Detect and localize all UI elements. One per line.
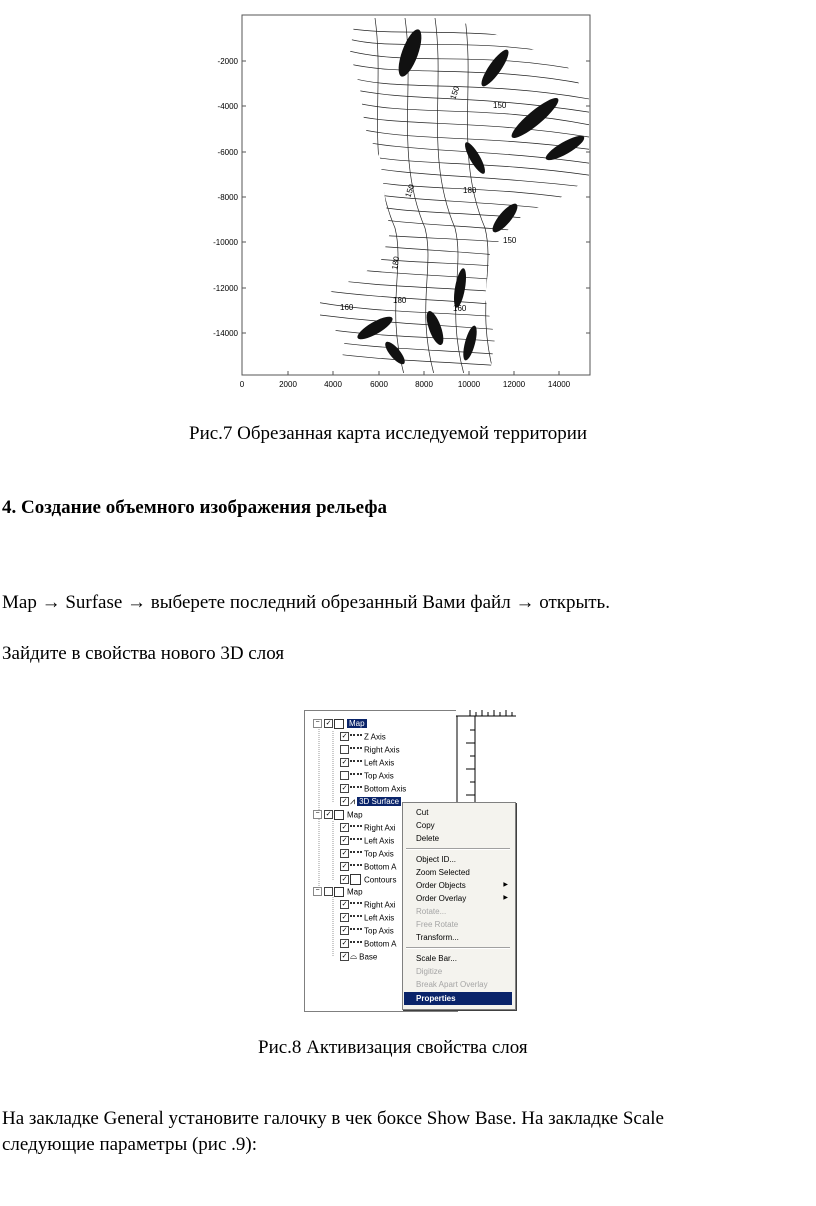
checkbox-checked-icon[interactable]: ✓ bbox=[341, 850, 348, 858]
menu-item-zoom-selected[interactable]: Zoom Selected bbox=[416, 868, 470, 877]
checkbox-checked-icon[interactable]: ✓ bbox=[341, 785, 348, 793]
collapse-icon[interactable]: − bbox=[313, 810, 322, 819]
contour-label: 180 bbox=[390, 255, 402, 271]
menu-item-order-objects[interactable] bbox=[404, 879, 512, 892]
tree-node-bottom-axis[interactable]: ✓ Bottom Axis bbox=[341, 784, 407, 794]
y-tick-labels bbox=[213, 57, 238, 338]
checkbox-checked-icon[interactable]: ✓ bbox=[341, 824, 348, 832]
figure7-caption: Рис.7 Обрезанная карта исследуемой территории bbox=[189, 423, 588, 444]
y-tick-label: -8000 bbox=[217, 193, 238, 202]
x-tick-label: 12000 bbox=[502, 380, 526, 389]
x-tick-label: 0 bbox=[239, 380, 245, 389]
tree-node-3d-surface[interactable]: ✓ ⩘ 3D Surface bbox=[341, 796, 400, 807]
tree-node-left-axis[interactable]: ✓ Left Axis bbox=[341, 836, 395, 846]
menu-item-properties[interactable]: Properties bbox=[404, 992, 512, 1005]
checkbox-checked-icon[interactable]: ✓ bbox=[341, 914, 348, 922]
menu-item-transform[interactable]: Transform... bbox=[416, 933, 459, 942]
tree-node-contours[interactable]: ✓ Contours bbox=[341, 875, 397, 885]
checkbox-checked-icon[interactable]: ✓ bbox=[341, 759, 348, 767]
axis-icon bbox=[350, 747, 362, 752]
y-tick-label: -12000 bbox=[213, 284, 238, 293]
tree-node-top-axis[interactable]: ✓ Top Axis bbox=[341, 849, 394, 859]
x-tick-label: 4000 bbox=[324, 380, 342, 389]
axis-icon bbox=[350, 760, 362, 765]
contour-label: 150 bbox=[448, 85, 462, 101]
menu-item-rotate[interactable]: Rotate... bbox=[416, 907, 447, 916]
paragraph-general-tab-line1: На закладке General установите галочку в чек боксе Show Base. На закладке Scale bbox=[2, 1108, 664, 1129]
tree-node-bottom-axis[interactable]: ✓ Bottom A bbox=[341, 862, 397, 872]
tree-node-map[interactable]: − ✓ Map bbox=[313, 808, 363, 821]
axis-icon bbox=[350, 928, 362, 933]
axis-icon bbox=[350, 851, 362, 856]
checkbox-unchecked-icon[interactable] bbox=[340, 771, 349, 780]
y-tick-label: -10000 bbox=[213, 238, 238, 247]
menu-item-free-rotate[interactable]: Free Rotate bbox=[416, 920, 459, 929]
collapse-icon[interactable]: − bbox=[313, 719, 322, 728]
axis-icon bbox=[350, 941, 362, 946]
contour-label: 150 bbox=[503, 236, 517, 245]
contour-map-figure bbox=[205, 8, 605, 398]
checkbox-checked-icon[interactable]: ✓ bbox=[341, 940, 348, 948]
section-heading: 4. Создание объемного изображения рельефа bbox=[2, 497, 387, 518]
checkbox-checked-icon[interactable]: ✓ bbox=[341, 798, 348, 806]
contours-icon bbox=[350, 874, 361, 885]
checkbox-checked-icon[interactable]: ✓ bbox=[341, 901, 348, 909]
menu-item-label: Order Overlay bbox=[416, 894, 467, 903]
checkbox-checked-icon[interactable]: ✓ bbox=[341, 953, 348, 961]
checkbox-unchecked-icon[interactable] bbox=[340, 745, 349, 754]
axis-icon bbox=[350, 864, 362, 869]
axis-icon bbox=[350, 838, 362, 843]
tree-node-bottom-axis[interactable]: ✓ Bottom A bbox=[341, 939, 397, 949]
tree-node-left-axis[interactable]: ✓ Left Axis bbox=[341, 758, 395, 768]
x-tick-label: 14000 bbox=[547, 380, 571, 389]
menu-item-order-overlay[interactable] bbox=[404, 892, 512, 905]
x-tick-label: 2000 bbox=[279, 380, 297, 389]
tree-node-right-axis[interactable]: ✓ Right Axi bbox=[341, 900, 396, 910]
axis-icon bbox=[350, 773, 362, 778]
x-tick-label: 10000 bbox=[457, 380, 481, 389]
y-tick-label: -6000 bbox=[217, 148, 238, 157]
menu-separator bbox=[406, 947, 510, 949]
checkbox-checked-icon[interactable]: ✓ bbox=[341, 733, 348, 741]
menu-separator bbox=[406, 848, 510, 850]
menu-item-break-apart-overlay[interactable]: Break Apart Overlay bbox=[416, 980, 488, 989]
paragraph-map-surface: Map → Surfase → выберете последний обрезанный Вами файл → открыть. bbox=[2, 592, 610, 613]
tree-node-top-axis[interactable]: Top Axis bbox=[340, 769, 394, 782]
tree-node-left-axis[interactable]: ✓ Left Axis bbox=[341, 913, 395, 923]
x-tick-label: 8000 bbox=[415, 380, 433, 389]
tree-node-map[interactable]: − ✓ Map bbox=[313, 717, 367, 730]
menu-item-scale-bar[interactable]: Scale Bar... bbox=[416, 954, 457, 963]
x-tick-labels bbox=[240, 380, 571, 389]
menu-item-copy[interactable]: Copy bbox=[416, 821, 435, 830]
contour-label: 150 bbox=[403, 183, 417, 199]
tree-node-map[interactable]: − Map bbox=[313, 885, 363, 898]
menu-item-label: Order Objects bbox=[416, 881, 466, 890]
contour-label: 160 bbox=[340, 303, 354, 312]
y-tick-marks bbox=[242, 61, 590, 333]
y-tick-label: -14000 bbox=[213, 329, 238, 338]
menu-item-digitize[interactable]: Digitize bbox=[416, 967, 443, 976]
map-layer-icon bbox=[334, 887, 344, 897]
checkbox-checked-icon[interactable]: ✓ bbox=[325, 720, 332, 728]
object-manager-screenshot bbox=[304, 710, 516, 1012]
contour-label: 150 bbox=[493, 101, 507, 110]
y-tick-label: -2000 bbox=[217, 57, 238, 66]
axis-icon bbox=[350, 915, 362, 920]
contour-label: 180 bbox=[463, 186, 477, 195]
checkbox-checked-icon[interactable]: ✓ bbox=[341, 863, 348, 871]
tree-node-right-axis[interactable]: Right Axis bbox=[340, 743, 400, 756]
y-tick-label: -4000 bbox=[217, 102, 238, 111]
tree-node-right-axis[interactable]: ✓ Right Axi bbox=[341, 823, 396, 833]
context-menu bbox=[402, 802, 516, 1010]
tree-node-base[interactable]: ✓ ⌓ Base bbox=[341, 951, 378, 962]
menu-item-cut[interactable]: Cut bbox=[416, 808, 429, 817]
tree-node-z-axis[interactable]: ✓ Z Axis bbox=[341, 732, 386, 742]
axis-icon bbox=[350, 825, 362, 830]
checkbox-checked-icon[interactable]: ✓ bbox=[325, 811, 332, 819]
menu-item-object-id[interactable]: Object ID... bbox=[416, 855, 457, 864]
axis-icon bbox=[350, 786, 362, 791]
contour-label: 160 bbox=[453, 304, 467, 313]
axis-icon bbox=[350, 734, 362, 739]
contour-lines bbox=[305, 18, 595, 378]
collapse-icon[interactable]: − bbox=[313, 887, 322, 896]
tree-lines bbox=[305, 711, 345, 1011]
contour-label: 180 bbox=[393, 296, 407, 305]
axis-icon bbox=[350, 902, 362, 907]
ridge-clusters bbox=[355, 27, 587, 367]
checkbox-checked-icon[interactable]: ✓ bbox=[341, 837, 348, 845]
base-icon: ⌓ bbox=[350, 951, 358, 962]
contour-labels bbox=[340, 85, 517, 313]
x-tick-marks bbox=[242, 371, 559, 375]
tree-node-top-axis[interactable]: ✓ Top Axis bbox=[341, 926, 394, 936]
checkbox-unchecked-icon[interactable] bbox=[324, 887, 333, 896]
contour-map-image bbox=[205, 8, 605, 398]
checkbox-checked-icon[interactable]: ✓ bbox=[341, 876, 348, 884]
x-tick-label: 6000 bbox=[370, 380, 388, 389]
checkbox-checked-icon[interactable]: ✓ bbox=[341, 927, 348, 935]
map-layer-icon bbox=[334, 810, 344, 820]
menu-item-delete[interactable]: Delete bbox=[416, 834, 440, 843]
figure8-caption: Рис.8 Активизация свойства слоя bbox=[258, 1037, 528, 1058]
paragraph-general-tab-line2: следующие параметры (рис .9): bbox=[2, 1134, 258, 1155]
submenu-arrow-icon: ▶ bbox=[503, 882, 508, 888]
surface-icon: ⩘ bbox=[350, 796, 356, 807]
map-frame bbox=[242, 15, 590, 375]
paragraph-properties: Зайдите в свойства нового 3D слоя bbox=[2, 643, 285, 664]
submenu-arrow-icon: ▶ bbox=[503, 895, 508, 901]
map-layer-icon bbox=[334, 719, 344, 729]
